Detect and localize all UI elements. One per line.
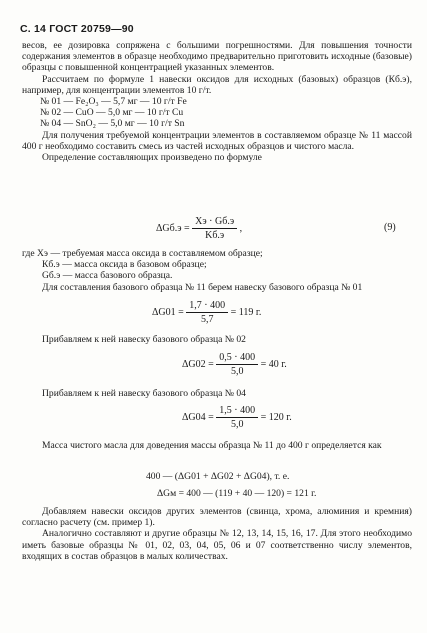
paragraph-mixture: Для получения требуемой концентрации элементов в составляемом образце № 11 массой 400 г необходимо составить смесь из частей исходных образцов и чистого масла.: [22, 129, 412, 152]
intro-block: [22, 40, 412, 163]
paragraph-sample-01: Для составления базового образца № 11 берем навеску базового образца № 01: [42, 281, 363, 293]
formula-main-denominator: Kб.э: [205, 230, 225, 241]
paragraph-other-oxides: Добавляем навески оксидов других элементов (свинца, хрома, алюминия и кремния) согласно расчету (см. пример 1).: [22, 506, 412, 529]
formula-04-lhs: ΔG04 =: [182, 411, 214, 423]
oil-mass-block: [22, 440, 412, 451]
formula-02-denominator: 5,0: [230, 366, 244, 377]
paragraph-oil-mass: Масса чистого масла для доведения массы образца № 11 до 400 г определяется как: [42, 440, 382, 451]
formula-04: [182, 405, 292, 430]
base-samples-list: [22, 96, 412, 130]
list-item: № 04 — SnO₂ — 5,0 мг — 10 г/т Sn: [40, 118, 185, 130]
equation-number: (9): [384, 222, 396, 233]
formula-main-numerator: Xэ · Gб.э: [192, 216, 237, 229]
formula-01-fraction: [186, 300, 228, 325]
formula-02-result: = 40 г.: [260, 358, 287, 370]
formula-04-denominator: 5,0: [230, 419, 244, 430]
list-item: № 02 — CuO — 5,0 мг — 10 г/т Cu: [40, 107, 184, 119]
list-item: № 01 — Fe₂O₃ — 5,7 мг — 10 г/т Fe: [40, 96, 187, 108]
formula-04-result: = 120 г.: [260, 411, 292, 423]
formula-main-fraction: [192, 216, 237, 241]
page-number: С. 14: [20, 23, 47, 35]
formula-main-lhs: ΔGб.э =: [156, 222, 190, 234]
definition-k: Кб.э — масса оксида в базовом образце;: [42, 259, 207, 271]
paragraph-precision: весов, ее дозировка сопряжена с большими погрешностями. Для повышения точности содержания элементов в образце необходимо предварительно приготовить исходные (базовые) образцы с повышенной концентрацией указанных элементов.: [22, 40, 412, 74]
paragraph-calculate: Рассчитаем по формуле 1 навески оксидов для исходных (базовых) образцов (Кб.э), например, для концентрации элементов 10 г/т.: [22, 73, 412, 96]
paragraph-definition: Определение составляющих произведено по формуле: [42, 152, 262, 164]
paragraph-sample-04-wrap: [22, 388, 412, 399]
formula-02-fraction: [216, 352, 258, 377]
formula-01-numerator: 1,7 · 400: [186, 300, 228, 313]
standard-code: ГОСТ 20759—90: [49, 23, 134, 35]
formula-main-tail: ,: [239, 222, 243, 234]
formula-02: [182, 352, 287, 377]
paragraph-sample-02-wrap: [22, 334, 412, 345]
paragraph-other-samples: Аналогично составляют и другие образцы № 12, 13, 14, 15, 16, 17. Для этого необходимо иметь базовые образцы № 01, 02, 03, 04, 05, 06 и 07 соответственно числу элементов, входящих в состав образцов в малых количествах.: [22, 528, 412, 562]
formula-main: [156, 216, 242, 241]
paragraph-sample-04: Прибавляем к ней навеску базового образца № 04: [42, 388, 246, 399]
formula-02-numerator: 0,5 · 400: [216, 352, 258, 365]
formula-01-lhs: ΔG01 =: [152, 306, 184, 318]
formula-02-lhs: ΔG02 =: [182, 358, 214, 370]
paragraph-sample-02: Прибавляем к ней навеску базового образца № 02: [42, 334, 246, 345]
definition-x: где Xэ — требуемая масса оксида в составляемом образце;: [22, 248, 263, 259]
formula-01: [152, 300, 261, 325]
formula-oil-2: ΔGм = 400 — (119 + 40 — 120) = 121 г.: [157, 488, 317, 499]
definitions-block: [22, 248, 412, 293]
closing-block: [22, 506, 412, 562]
formula-oil-1: 400 — (ΔG01 + ΔG02 + ΔG04), т. е.: [146, 471, 290, 482]
formula-04-fraction: [216, 405, 258, 430]
definition-g: Gб.э — масса базового образца.: [42, 270, 173, 282]
formula-04-numerator: 1,5 · 400: [216, 405, 258, 418]
formula-01-result: = 119 г.: [230, 306, 262, 318]
page-header: [20, 23, 134, 35]
formula-01-denominator: 5,7: [200, 314, 214, 325]
